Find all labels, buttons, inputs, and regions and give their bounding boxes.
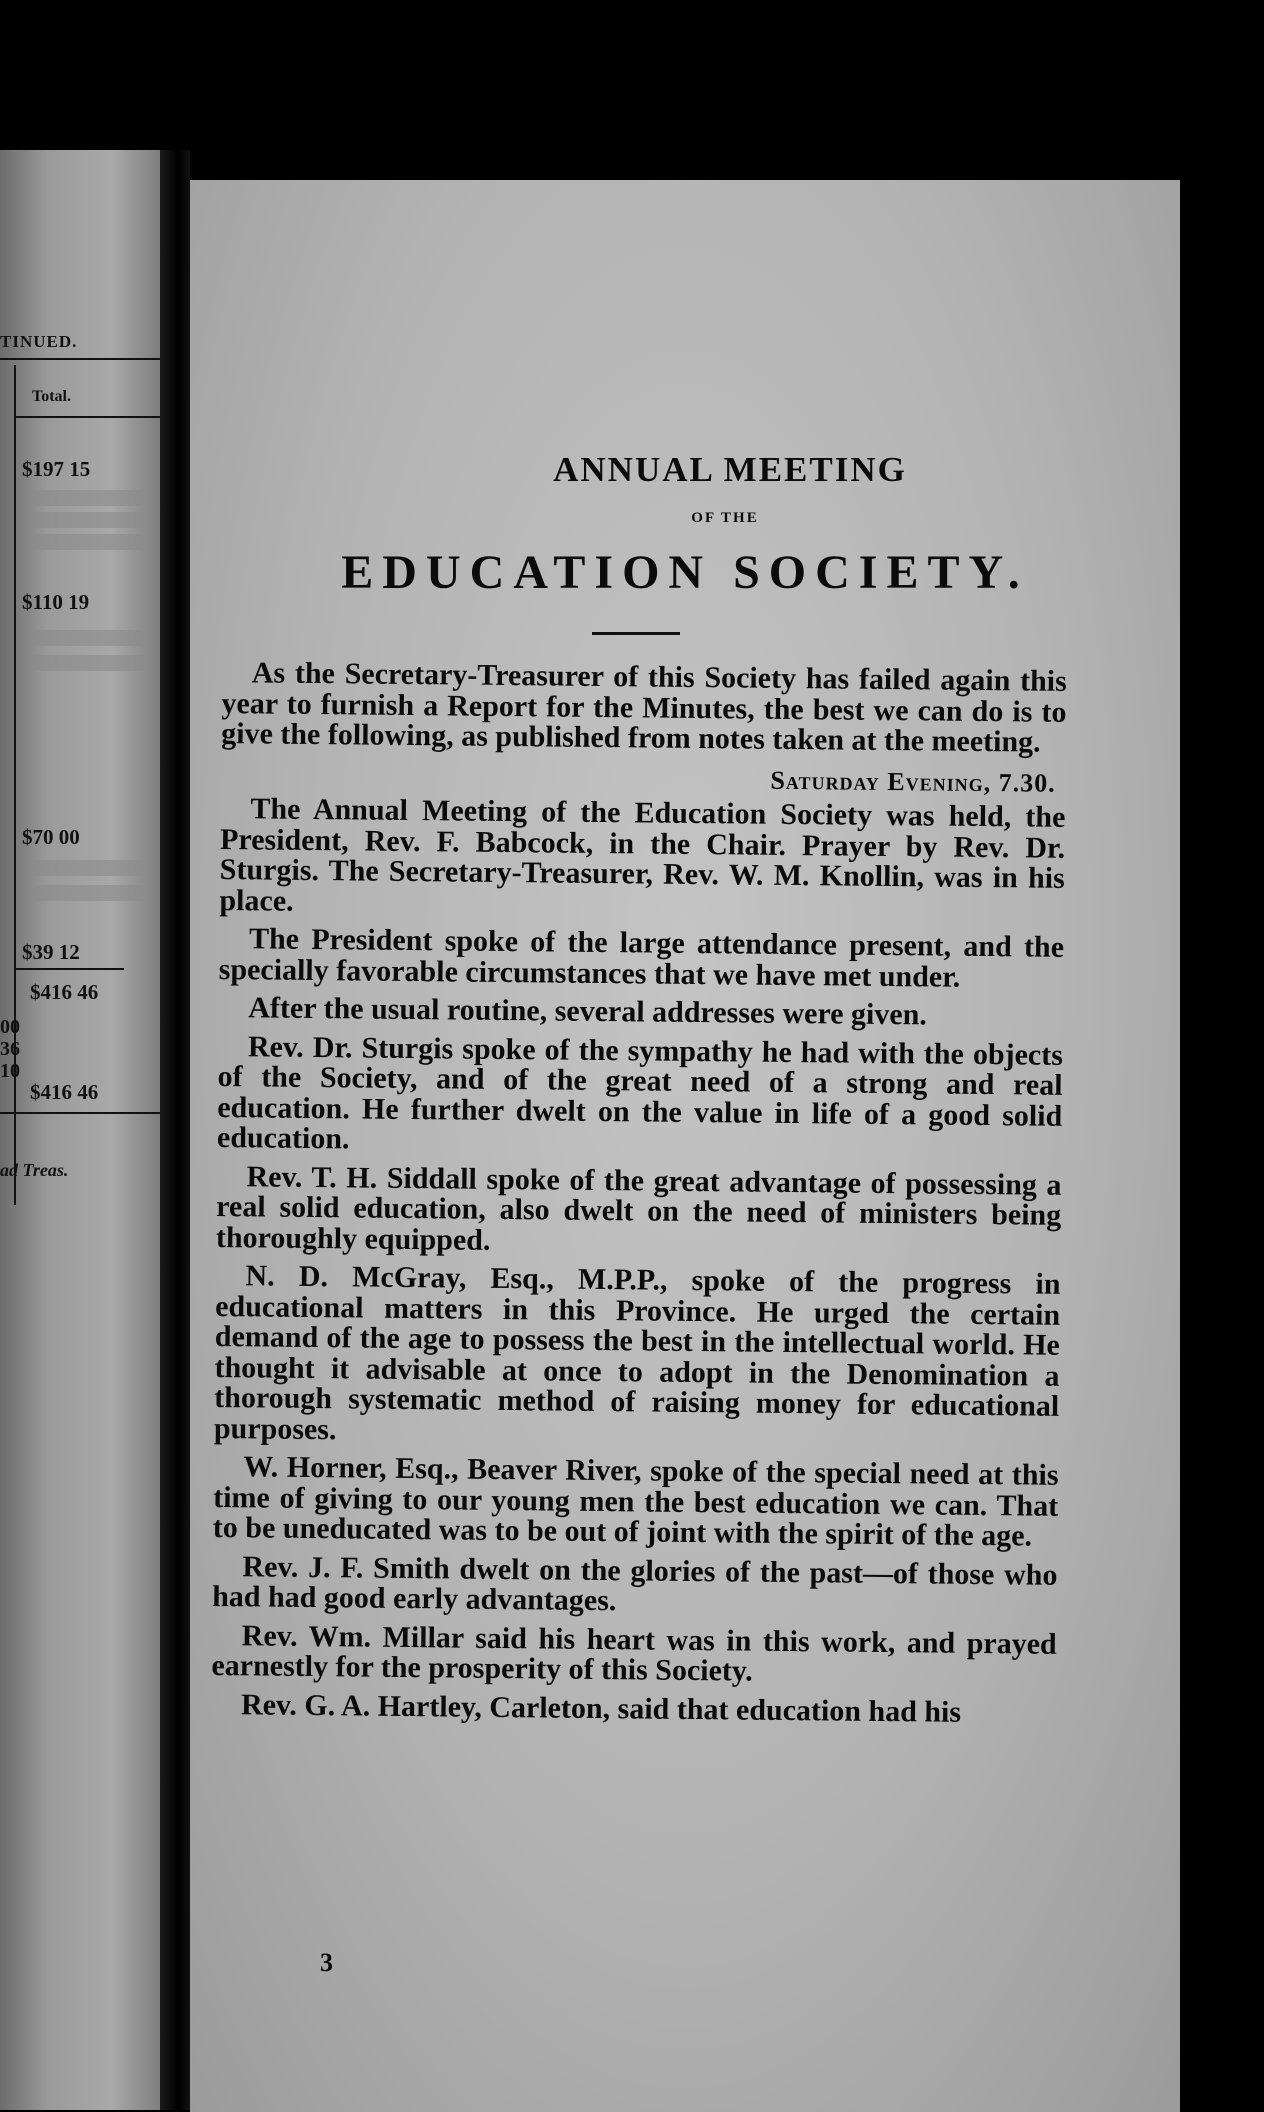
total-amount: $39 12 [22,940,80,964]
book-gutter [160,150,190,2110]
paragraph: W. Horner, Esq., Beaver River, spoke of the special need at this time of giving to our young men the best education we can. That to be uneducated was to be out of joint with the spirit of the age. [212,1450,1059,1553]
total-column-header: Total. [32,388,71,405]
amount-fragment: 00 [0,1016,20,1038]
total-amount: $70 00 [22,825,80,849]
total-amount: $416 46 [30,980,99,1004]
faded-text [34,534,144,550]
meeting-dateline: Saturday Evening, 7.30. [770,765,1056,798]
amount-fragment: 36 [0,1038,20,1060]
intro-paragraph: As the Secretary-Treasurer of this Society has failed again this year to furnish a Report for the Minutes, the best we can do is to give the following, as published from notes taken at the meeting. [221,656,1067,759]
table-rule [14,416,160,418]
paragraph: Rev. G. A. Hartley, Carleton, said that education had his [240,1687,962,1729]
continued-heading: TINUED. [0,332,78,351]
adjacent-page-fragment [0,150,160,2110]
title-annual-meeting: ANNUAL MEETING [553,450,907,489]
paragraph: Rev. Dr. Sturgis spoke of the sympathy he had with the objects of the Society, and of the great need of a strong and real education. He further dwelt on the value in life of a good solid education. [216,1029,1064,1156]
treasurer-signature: ad Treas. [0,1160,69,1180]
paragraph: Rev. J. F. Smith dwelt on the glories of the past—of those who had had good early advantages. [211,1549,1058,1618]
amount-fragment: 10 [0,1060,20,1082]
paragraph: After the usual routine, several addresses were given. [248,991,928,1032]
page-number: 3 [320,1948,333,1977]
table-rule [14,968,124,970]
report-body [211,658,1067,1737]
paragraph: N. D. McGray, Esq., M.P.P., spoke of the progress in educational matters in this Province. He urged the certain demand of the age to possess the best in the intellectual world. He thought it advisable at once to adopt in the Denomination a thorough systematic method of raising money for educational purposes. [213,1259,1061,1446]
faded-text [34,630,144,646]
table-rule [0,358,160,360]
grand-total-amount: $416 46 [30,1080,99,1104]
faded-text [34,860,144,876]
total-amount: $197 15 [22,457,91,481]
table-rule [0,1112,160,1114]
title-education-society: EDUCATION SOCIETY. [341,546,1029,599]
paragraph: Rev. Wm. Millar said his heart was in this work, and prayed earnestly for the prosperity of this Society. [211,1618,1057,1688]
faded-text [34,655,144,671]
paragraph: Rev. T. H. Siddall spoke of the great advantage of possessing a real solid education, also dwelt on the need of ministers being thoroughly equipped. [215,1159,1062,1257]
total-amount: $110 19 [22,590,90,614]
faded-text [34,512,144,528]
paragraph: The Annual Meeting of the Education Society was held, the President, Rev. F. Babcock, in the Chair. Prayer by Rev. Dr. Sturgis. The Secretary-Treasurer, Rev. W. M. Knollin, was in his place. [219,792,1066,918]
faded-text [34,885,144,901]
paragraph: The President spoke of the large attendance present, and the specially favorable circumstances that we have met under. [218,922,1065,994]
title-of-the: OF THE [691,510,759,526]
title-divider [592,632,680,635]
faded-text [34,490,144,506]
document-page [190,180,1180,2112]
